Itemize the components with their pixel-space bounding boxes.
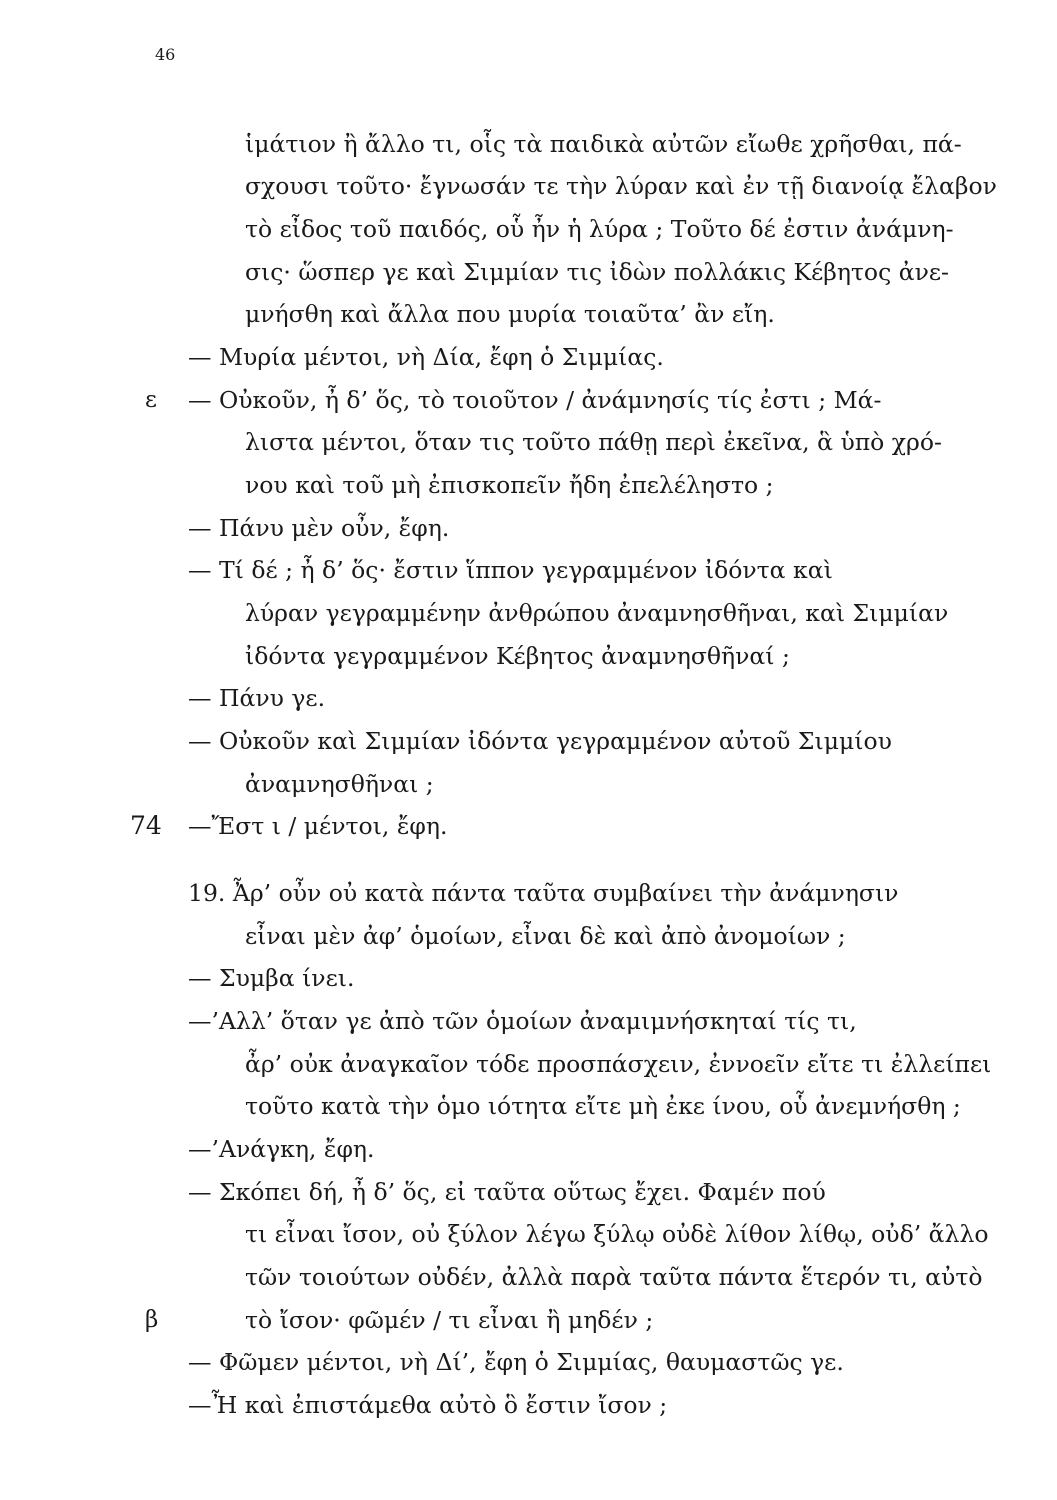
line-text: εἶναι μὲν ἀφ’ ὁμοίων, εἶναι δὲ καὶ ἀπὸ ἀνομοίων ; [245,922,846,950]
margin-section-letter: ε [145,387,157,413]
text-line [0,1344,1057,1380]
line-text: ἱμάτιον ἢ ἄλλο τι, οἷς τὰ παιδικὰ αὐτῶν εἴωθε χρῆσθαι, πά- [245,130,962,158]
line-text: —Ἦ καὶ ἐπιστάμεθα αὐτὸ ὃ ἔστιν ἴσον ; [188,1391,668,1419]
line-text: ἆρ’ οὐκ ἀναγκαῖον τόδε προσπάσχειν, ἐννοεῖν εἴτε τι ἐλλείπει [245,1050,992,1078]
text-line [0,875,1057,911]
text-line [0,339,1057,375]
text-line [0,960,1057,996]
text-line [0,638,1057,674]
line-text: — Σκόπει δή, ἦ δ’ ὅς, εἰ ταῦτα οὕτως ἔχει. Φαμέν πού [188,1178,826,1206]
line-text: — Οὐκοῦν, ἦ δ’ ὅς, τὸ τοιοῦτον / ἀνάμνησίς τίς ἐστι ; Μά- [188,386,882,414]
line-text: τοῦτο κατὰ τὴν ὁμο ιότητα εἴτε μὴ ἐκε ίνου, οὗ ἀνεμνήσθη ; [245,1092,961,1120]
text-line [0,1259,1057,1295]
text-line [0,254,1057,290]
line-text: — Πάνυ μὲν οὖν, ἔφη. [188,514,450,542]
text-line [0,211,1057,247]
line-text: νου καὶ τοῦ μὴ ἐπισκοπεῖν ἤδη ἐπελέλησто ; [245,471,774,499]
page-number: 46 [155,45,176,64]
line-text: ἀναμνησθῆναι ; [245,770,434,798]
line-text: 19. Ἆρ’ οὖν οὐ κατὰ πάντα ταῦτα συμβαίνει τὴν ἀνάμνησιν [188,879,899,907]
text-line [0,1387,1057,1423]
text-line [0,1131,1057,1167]
text-line [0,808,1057,844]
text-line [0,766,1057,802]
line-text: λιστα μέντοι, ὅταν τις τοῦτο πάθῃ περὶ ἐκεῖνα, ἃ ὑπὸ χρό- [245,428,942,456]
text-line [0,723,1057,759]
line-text: σις· ὥσπερ γε καὶ Σιμμίαν τις ἰδὼν πολλάκις Κέβητος ἀνε- [245,258,949,286]
text-line [0,1216,1057,1252]
text-line [0,382,1057,418]
line-text: ἰδόντα γεγραμμένον Κέβητος ἀναμνησθῆναί ; [245,642,790,670]
text-line [0,595,1057,631]
line-text: τὸ ἴσον· φῶμέν / τι εἶναι ἢ μηδέν ; [245,1306,654,1334]
line-text: τι εἶναι ἴσον, οὐ ξύλον λέγω ξύλῳ οὐδὲ λίθον λίθῳ, οὐδ’ ἄλλο [245,1220,989,1248]
line-text: — Φῶμεν μέντοι, νὴ Δί’, ἔφη ὁ Σιμμίας, θαυμαστῶς γε. [188,1348,844,1376]
text-line [0,1174,1057,1210]
text-line [0,168,1057,204]
text-line [0,918,1057,954]
line-text: τῶν τοιούτων οὐδέν, ἀλλὰ παρὰ ταῦτα πάντα ἕτερόν τι, αὐτὸ [245,1263,983,1291]
text-line [0,126,1057,162]
text-line [0,510,1057,546]
line-text: — Συμβα ίνει. [188,964,355,992]
line-text: μνήσθη καὶ ἄλλα που μυρία τοιαῦτα’ ἂν εἴη. [245,300,775,328]
line-text: — Πάνυ γε. [188,684,326,712]
line-text: λύραν γεγραμμένην ἀνθρώπου ἀναμνησθῆναι, καὶ Σιμμίαν [245,599,949,627]
text-line [0,680,1057,716]
line-text: σχουσι τοῦτο· ἔγνωσάν τε τὴν λύραν καὶ ἐν τῇ διανοίᾳ ἔλαβον [245,172,997,200]
text-line [0,552,1057,588]
text-line [0,467,1057,503]
margin-stephanus-number: 74 [130,811,162,840]
text-line [0,1302,1057,1338]
line-text: — Οὐκοῦν καὶ Σιμμίαν ἰδόντα γεγραμμένον αὐτοῦ Σιμμίου [188,727,892,755]
line-text: —Ἔστ ι / μέντοι, ἔφη. [188,812,448,840]
line-text: — Μυρία μέντοι, νὴ Δία, ἔφη ὁ Σιμμίας. [188,343,664,371]
line-text: —’Αλλ’ ὅταν γε ἀπὸ τῶν ὁμοίων ἀναμιμνήσκηταί τίς τι, [188,1007,857,1035]
text-line [0,424,1057,460]
text-line [0,296,1057,332]
text-line [0,1003,1057,1039]
line-text: —’Ανάγκη, ἔφη. [188,1135,375,1163]
text-line [0,1088,1057,1124]
line-text: — Τί δέ ; ἦ δ’ ὅς· ἔστιν ἵππον γεγραμμένον ἰδόντα καὶ [188,556,833,584]
margin-section-letter: β [145,1307,159,1333]
text-line [0,1046,1057,1082]
line-text: τὸ εἶδος τοῦ παιδός, οὗ ἦν ἡ λύρα ; Τοῦτο δέ ἐστιν ἀνάμνη- [245,215,954,243]
